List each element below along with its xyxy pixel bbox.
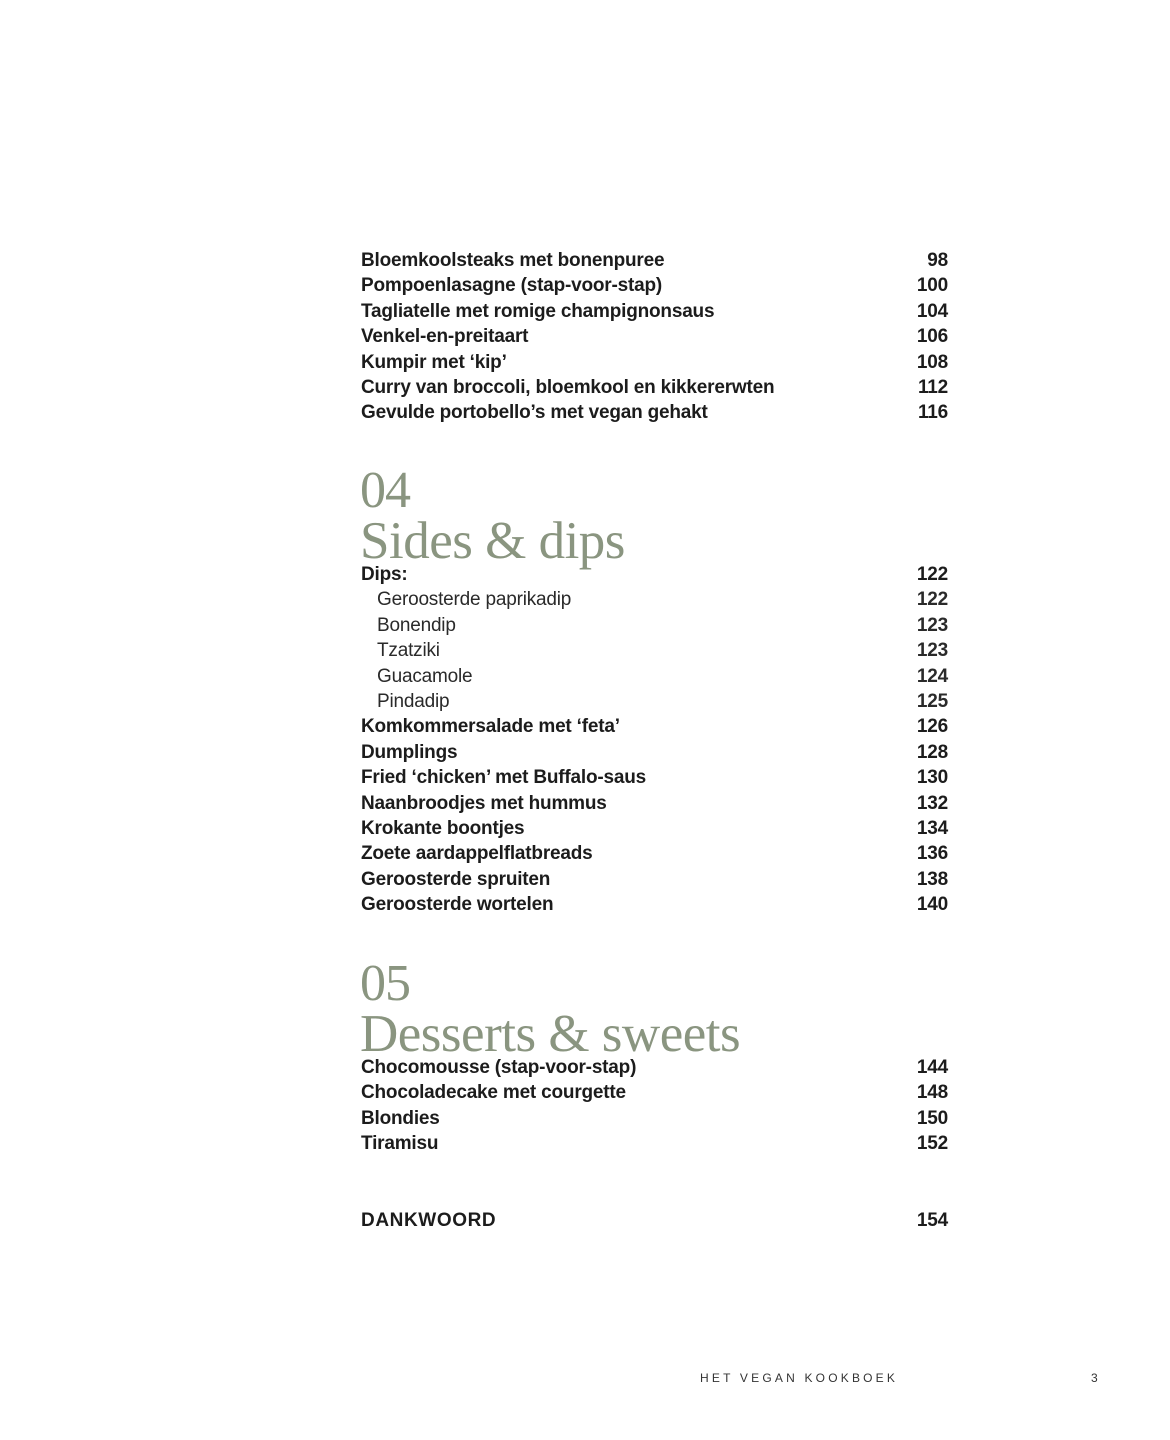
toc-entry-page: 104 [916, 300, 948, 322]
toc-entry-title: Dumplings [361, 741, 458, 763]
toc-entry[interactable] [361, 791, 948, 816]
toc-entry[interactable] [361, 892, 948, 917]
toc-subentry[interactable] [361, 689, 948, 714]
toc-list-chapter-04 [361, 562, 948, 917]
toc-entry-page: 136 [916, 843, 948, 865]
toc-entry-title: Geroosterde spruiten [361, 868, 551, 890]
chapter-title: Desserts & sweets [360, 1005, 741, 1063]
footer-page-number: 3 [1091, 1371, 1098, 1385]
toc-entry-title: Geroosterde paprikadip [377, 589, 572, 611]
toc-subentry[interactable] [361, 587, 948, 612]
toc-entry-page: 116 [917, 402, 948, 424]
chapter-heading-05 [360, 955, 741, 1063]
toc-entry-page: 148 [916, 1082, 948, 1104]
toc-entry[interactable] [361, 1131, 948, 1156]
toc-entry[interactable] [361, 273, 948, 298]
toc-entry[interactable] [361, 1055, 948, 1080]
toc-entry-page: 140 [916, 894, 948, 916]
toc-subentry[interactable] [361, 664, 948, 689]
toc-entry-page: 100 [916, 275, 948, 297]
toc-entry-page: 123 [916, 640, 948, 662]
toc-entry[interactable] [361, 816, 948, 841]
toc-entry-title: Pompoenlasagne (stap-voor-stap) [361, 275, 663, 297]
toc-entry-title: Komkommersalade met ‘feta’ [361, 716, 620, 738]
toc-entry-page: 130 [916, 767, 948, 789]
toc-entry-title: Gevulde portobello’s met vegan gehakt [361, 402, 708, 424]
toc-entry-title: Chocomousse (stap-voor-stap) [361, 1057, 637, 1078]
toc-entry-title: Dips: [361, 564, 408, 585]
toc-entry-title: Tagliatelle met romige champignonsaus [361, 300, 715, 322]
toc-entry[interactable] [361, 350, 948, 375]
toc-entry[interactable] [361, 375, 948, 400]
toc-entry-title: DANKWOORD [361, 1210, 497, 1231]
toc-entry-page: 150 [916, 1107, 948, 1129]
toc-entry-page: 144 [916, 1057, 948, 1078]
toc-entry[interactable] [361, 714, 948, 739]
toc-entry[interactable] [361, 400, 948, 425]
toc-entry[interactable] [361, 1106, 948, 1131]
toc-entry-title: Tiramisu [361, 1133, 439, 1155]
toc-entry-title: Guacamole [377, 665, 473, 687]
toc-entry-title: Chocoladecake met courgette [361, 1082, 626, 1104]
toc-entry[interactable] [361, 740, 948, 765]
toc-entry[interactable] [361, 867, 948, 892]
toc-entry[interactable] [361, 299, 948, 324]
toc-entry-title: Krokante boontjes [361, 817, 525, 839]
toc-entry-page: 152 [916, 1133, 948, 1155]
toc-entry-page: 108 [916, 351, 948, 373]
toc-entry-dankwoord[interactable] [361, 1208, 948, 1233]
toc-entry[interactable] [361, 562, 948, 587]
toc-entry[interactable] [361, 248, 948, 273]
toc-entry-page: 138 [916, 868, 948, 890]
toc-entry[interactable] [361, 324, 948, 349]
toc-list-mains [361, 248, 948, 426]
toc-entry-title: Blondies [361, 1107, 440, 1129]
toc-entry-title: Zoete aardappelflatbreads [361, 843, 593, 865]
toc-entry[interactable] [361, 1080, 948, 1105]
toc-list-dankwoord [361, 1208, 948, 1233]
toc-entry-page: 134 [916, 817, 948, 839]
toc-entry-title: Naanbroodjes met hummus [361, 792, 607, 814]
toc-entry-page: 122 [916, 589, 948, 611]
toc-entry-page: 128 [916, 741, 948, 763]
toc-entry-title: Kumpir met ‘kip’ [361, 351, 507, 373]
toc-entry-title: Bloemkoolsteaks met bonenpuree [361, 250, 665, 271]
toc-entry-page: 112 [917, 376, 948, 398]
toc-list-chapter-05 [361, 1055, 948, 1157]
toc-entry-title: Tzatziki [377, 640, 440, 662]
toc-entry-page: 132 [916, 792, 948, 814]
toc-entry[interactable] [361, 765, 948, 790]
toc-entry-page: 126 [916, 716, 948, 738]
toc-entry-page: 124 [916, 665, 948, 687]
toc-entry-page: 98 [927, 250, 948, 271]
toc-entry-title: Geroosterde wortelen [361, 894, 554, 916]
toc-entry-title: Fried ‘chicken’ met Buffalo-saus [361, 767, 647, 789]
toc-entry-page: 125 [916, 690, 948, 712]
footer-book-title: HET VEGAN KOOKBOEK [700, 1371, 899, 1385]
chapter-number: 05 [360, 955, 410, 1012]
chapter-number: 04 [360, 462, 410, 519]
toc-entry-title: Bonendip [377, 614, 456, 636]
toc-subentry[interactable] [361, 613, 948, 638]
toc-entry-title: Venkel-en-preitaart [361, 326, 529, 348]
chapter-heading-04 [360, 462, 625, 570]
toc-entry-page: 106 [916, 326, 948, 348]
toc-subentry[interactable] [361, 638, 948, 663]
toc-entry-page: 122 [916, 564, 948, 585]
toc-entry[interactable] [361, 841, 948, 866]
toc-entry-page: 123 [916, 614, 948, 636]
toc-entry-page: 154 [916, 1210, 948, 1231]
toc-entry-title: Curry van broccoli, bloemkool en kikkererwten [361, 376, 775, 398]
chapter-title: Sides & dips [360, 512, 625, 570]
toc-entry-title: Pindadip [377, 690, 450, 712]
